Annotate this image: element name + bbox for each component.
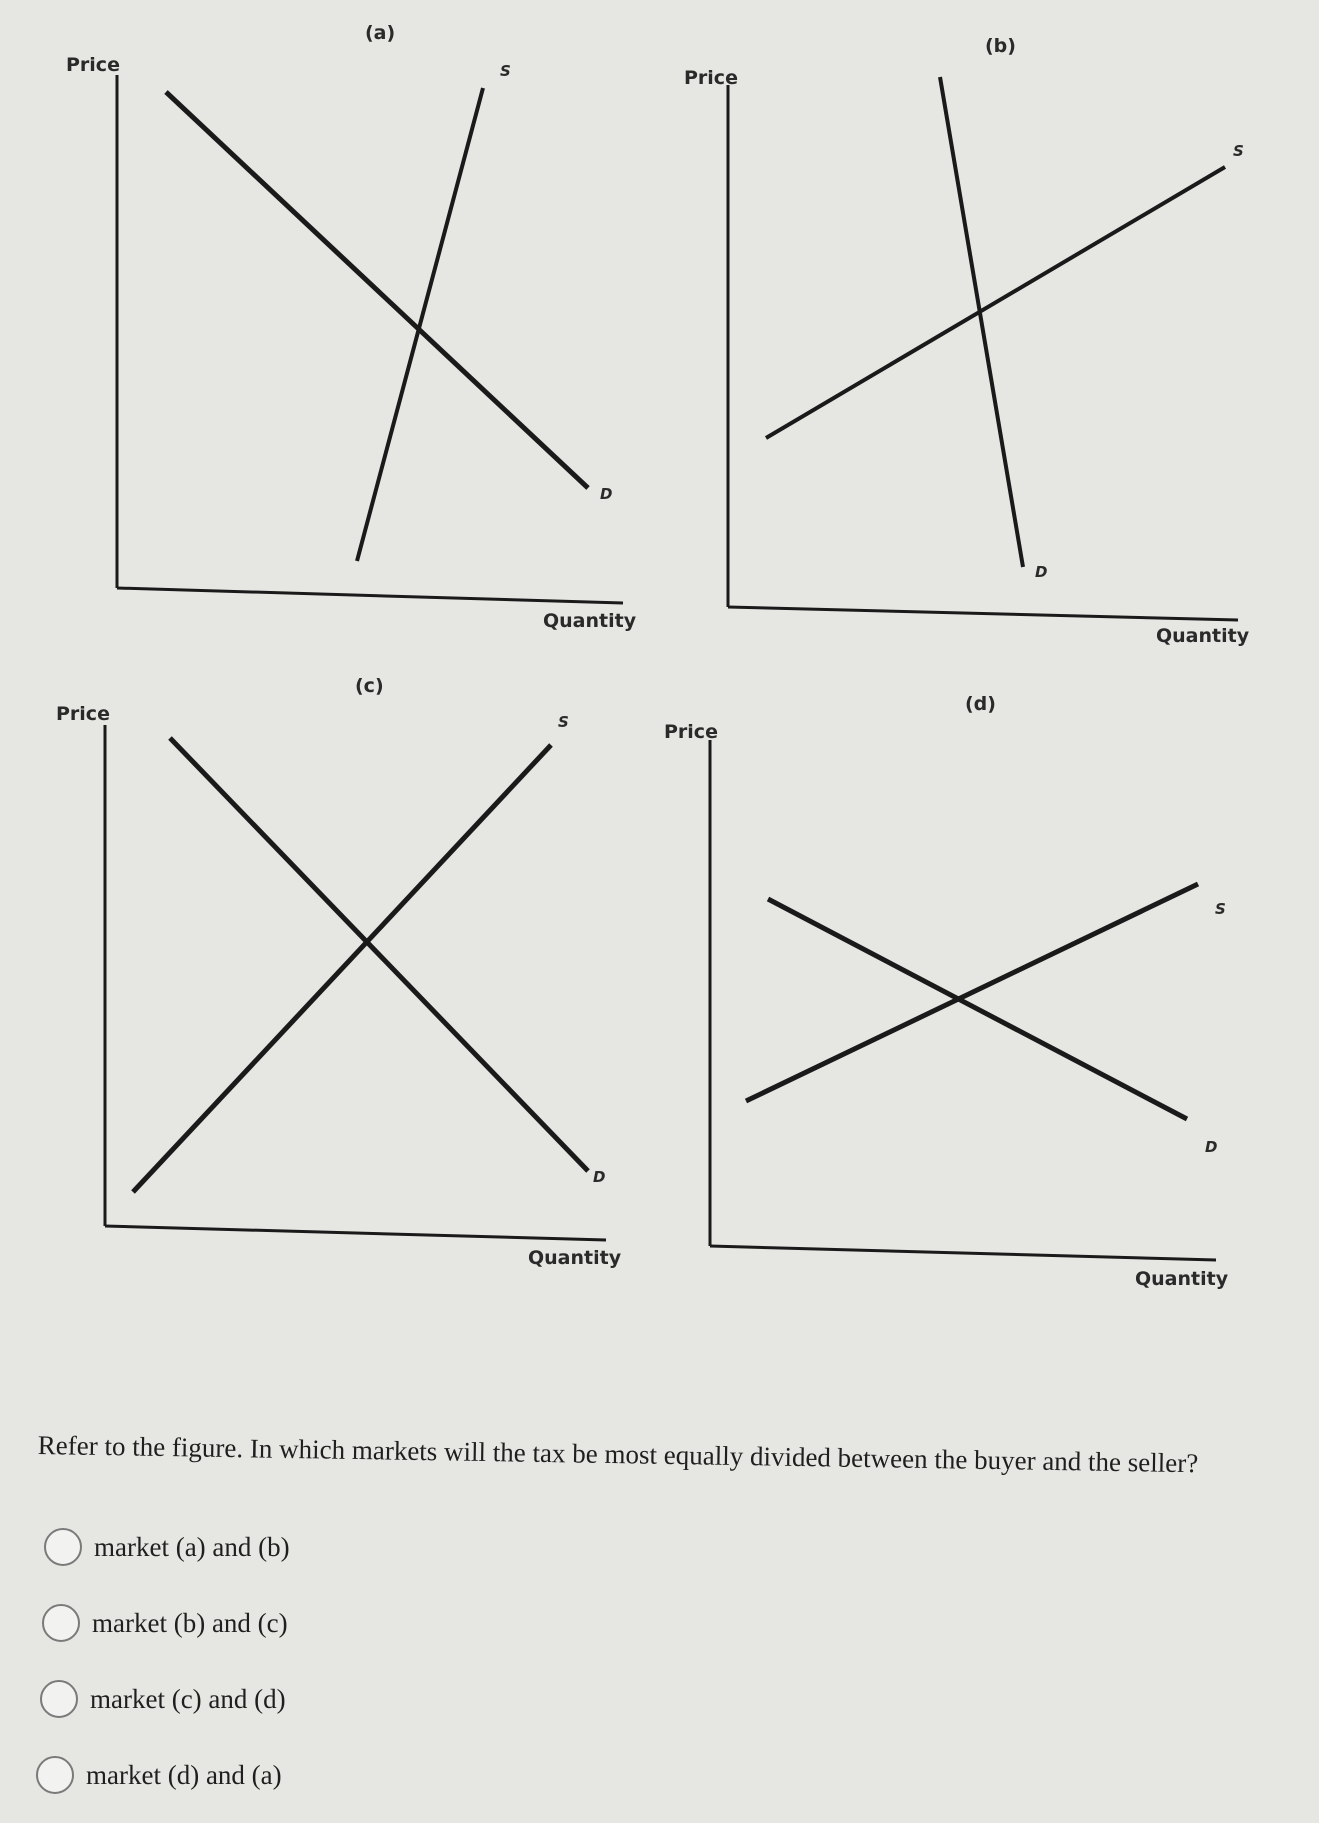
- graph-d-supply-label: S: [1215, 900, 1226, 918]
- graph-a-supply-curve: [357, 88, 483, 561]
- radio-button[interactable]: [40, 1680, 78, 1718]
- graph-c-supply-curve: [133, 745, 551, 1192]
- graph-a-supply-label: S: [500, 62, 511, 80]
- graph-c: [50, 675, 622, 1325]
- graph-b-title: (b): [985, 35, 1016, 57]
- graph-a: [60, 20, 637, 670]
- radio-button[interactable]: [44, 1528, 82, 1566]
- graph-b-price-label: Price: [684, 67, 738, 89]
- option-label: market (c) and (d): [90, 1683, 286, 1714]
- graph-d: [660, 690, 1229, 1340]
- graph-a-x-axis: [117, 588, 623, 603]
- graph-d-supply-curve: [746, 884, 1198, 1101]
- graph-d-price-label: Price: [664, 721, 718, 743]
- graph-c-plot: [50, 675, 610, 1325]
- radio-button[interactable]: [36, 1756, 74, 1794]
- graph-c-supply-label: S: [558, 713, 569, 731]
- graph-c-demand-label: D: [593, 1168, 606, 1186]
- graph-c-price-label: Price: [56, 703, 110, 725]
- graph-d-demand-label: D: [1205, 1138, 1218, 1156]
- option-label: market (d) and (a): [86, 1759, 282, 1790]
- option-b-and-c[interactable]: [42, 1604, 288, 1642]
- graph-b-demand-label: D: [1035, 563, 1048, 581]
- graph-c-title: (c): [355, 675, 384, 697]
- radio-button[interactable]: [42, 1604, 80, 1642]
- graph-a-demand-label: D: [600, 485, 613, 503]
- graph-c-demand-curve: [170, 738, 588, 1171]
- graph-b-plot: [680, 30, 1240, 680]
- graph-d-title: (d): [965, 693, 996, 715]
- graph-d-x-axis: [710, 1246, 1216, 1260]
- graph-a-plot: [60, 20, 620, 670]
- graph-a-quantity-label: Quantity: [543, 610, 637, 632]
- graph-b-quantity-label: Quantity: [1156, 625, 1250, 647]
- graph-b-x-axis: [728, 607, 1238, 620]
- graph-b: [680, 30, 1250, 680]
- graph-b-demand-curve: [940, 77, 1023, 567]
- option-c-and-d[interactable]: [40, 1680, 286, 1718]
- question-text: Refer to the figure. In which markets will the tax be most equally divided between the buyer and the seller?: [37, 1430, 1199, 1479]
- option-d-and-a[interactable]: [36, 1756, 282, 1794]
- option-label: market (b) and (c): [92, 1607, 288, 1638]
- graph-a-demand-curve: [166, 92, 588, 488]
- option-label: market (a) and (b): [94, 1531, 290, 1562]
- graph-d-plot: [660, 690, 1220, 1340]
- option-a-and-b[interactable]: [44, 1528, 290, 1566]
- graph-a-price-label: Price: [66, 54, 120, 76]
- graph-c-x-axis: [105, 1226, 606, 1240]
- graph-b-supply-label: S: [1233, 142, 1244, 160]
- graph-a-title: (a): [365, 22, 396, 44]
- graph-d-demand-curve: [768, 899, 1187, 1119]
- graph-d-quantity-label: Quantity: [1135, 1268, 1229, 1290]
- graph-c-quantity-label: Quantity: [528, 1247, 622, 1269]
